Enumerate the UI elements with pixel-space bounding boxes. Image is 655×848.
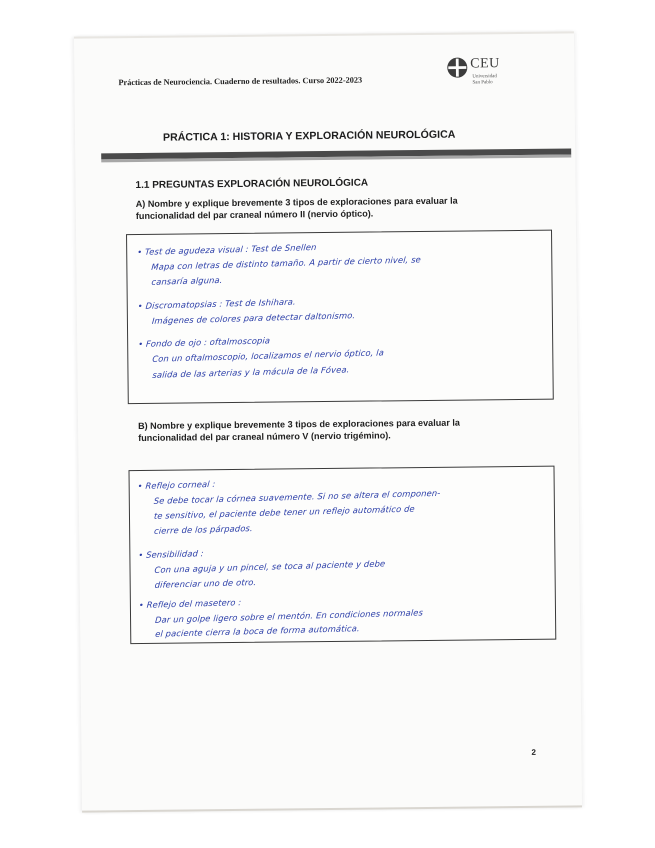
answer-b-line: • Sensibilidad : (137, 548, 205, 560)
answer-a-line: • Discromatopsias : Test de Ishihara. (137, 296, 297, 311)
question-b-line1: B) Nombre y explique brevemente 3 tipos de exploraciones para evaluar la (137, 417, 461, 431)
ceu-logo (446, 54, 526, 95)
answer-b-line: Dar un golpe ligero sobre el mentón. En condiciones normales (154, 607, 424, 625)
answer-b-line: cierre de los párpados. (153, 523, 254, 536)
question-b-line2: funcionalidad del par craneal número V (nervio trigémino). (138, 430, 391, 443)
answer-b-line: • Reflejo del masetero : (138, 597, 242, 610)
question-b (138, 416, 558, 444)
page-bottom-edge (82, 805, 582, 812)
page-number: 2 (531, 747, 536, 757)
answer-b-line: te sensitivo, el paciente debe tener un reflejo automático de (153, 503, 416, 521)
answer-b-line: Con una aguja y un pincel, se toca al paciente y debe (154, 558, 386, 575)
answer-a-line: Con un oftalmoscopio, localizamos el nervio óptico, la (151, 347, 385, 364)
logo-name: CEU (470, 56, 500, 72)
page-top-edge (74, 31, 574, 38)
answer-b-line: el paciente cierra la boca de forma automática. (154, 623, 361, 639)
logo-subtitle-line2: San Pablo (472, 80, 493, 86)
answer-b-line: Se debe tocar la córnea suavemente. Si no se altera el componen- (153, 487, 441, 506)
answer-a-line: Imágenes de colores para detectar daltonismo. (151, 310, 356, 326)
course-header: Prácticas de Neurociencia. Cuaderno de resultados. Curso 2022-2023 (118, 75, 363, 88)
answer-a-line: cansaría alguna. (151, 274, 223, 287)
answer-a-line: • Test de agudeza visual : Test de Snellen (136, 241, 317, 257)
practice-title: PRÁCTICA 1: HISTORIA Y EXPLORACIÓN NEUROLÓGICA (162, 128, 456, 144)
answer-box-b (128, 466, 556, 644)
section-title: 1.1 PREGUNTAS EXPLORACIÓN NEUROLÓGICA (135, 177, 369, 192)
question-a-line1: A) Nombre y explique brevemente 3 tipos de exploraciones para evaluar la (135, 195, 458, 210)
answer-a-line: • Fondo de ojo : oftalmoscopia (137, 335, 271, 349)
logo-subtitle-line1: Universidad (472, 74, 497, 80)
logo-subtitle (472, 74, 532, 87)
answer-a-line: salida de las arterias y la mácula de la Fóvea. (152, 364, 350, 380)
answer-a-line: Mapa con letras de distinto tamaño. A partir de cierto nivel, se (150, 254, 422, 272)
answer-box-a (126, 230, 554, 404)
cross-icon (446, 57, 468, 79)
answer-b-line: diferenciar uno de otro. (154, 576, 257, 590)
answer-b-line: • Reflejo corneal : (137, 478, 216, 492)
question-a (136, 194, 556, 222)
document-page (74, 31, 582, 812)
question-a-line2: funcionalidad del par craneal número II (nervio óptico). (135, 208, 374, 222)
